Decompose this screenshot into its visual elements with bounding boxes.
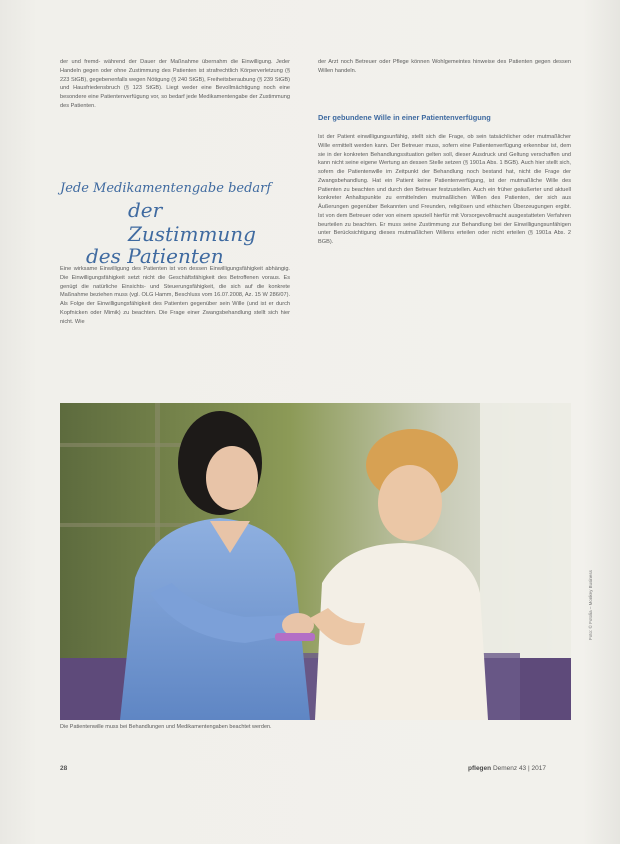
- photo-illustration: [60, 403, 571, 720]
- pull-quote-line-2: der Zustimmung: [128, 198, 256, 246]
- article-text-left-bottom: [60, 265, 290, 326]
- page-number: 28: [60, 765, 68, 772]
- pull-quote: [60, 181, 290, 268]
- footer-brand: pflegen: [468, 765, 492, 772]
- article-photo: [60, 403, 571, 720]
- section-subheading: Der gebundene Wille in einer Patientenverfügung: [318, 113, 491, 122]
- paragraph: der Arzt noch Betreuer oder Pflege können Wohlgemeintes hinweise des Patienten gegen dessen Willen handeln.: [318, 59, 571, 74]
- photo-caption: Die Patientenwille muss bei Behandlungen und Medikamentengaben beachtet werden.: [60, 724, 272, 730]
- footer-issue: Demenz 43 | 2017: [492, 765, 546, 772]
- pull-quote-line-3: des Patienten: [86, 244, 224, 268]
- article-text-right-main: [318, 133, 571, 247]
- article-text-right-top: [318, 58, 571, 76]
- photo-credit: Foto: © Fotolia – Monkey Business: [588, 570, 593, 640]
- paragraph: Eine wirksame Einwilligung des Patienten ist von dessen Einwilligungsfähigkeit abhängig. Die Einwilligungsfähigkeit setzt nicht die Geschäftsfähigkeit des Betroffenen voraus. Es genügt die natürliche Einsichts- und Steuerungsfähigkeit, die sich auf die konkrete Maßnahme beziehen muss (vgl. OLG Hamm, Beschluss vom 16.07.2008, Az. 15 W 286/07). Als Folge der Einwilligungsfähigkeit des Patienten gegenüber sein Wille (und ist er durch Kopfnicken oder Mimik) zu beachten. Die Frage einer Zwangsbehandlung stellt sich hier nicht. Wie: [60, 266, 290, 325]
- paragraph: der und fremd- während der Dauer der Maßnahme übernahm die Einwilligung. Jeder Handeln gegen oder ohne Zustimmung des Patienten ist strafrechtlich Körperverletzung (§ 223 StGB), gegebenenfalls wegen Nötigung (§ 240 StGB), Freiheitsberaubung (§ 239 StGB) und Hausfriedensbruch (§ 123 StGB). Liegt weder eine Bevollmächtigung noch eine besondere eine Patientenverfügung vor, so bedarf jede Medikamentengabe der Zustimmung des Patienten.: [60, 59, 290, 109]
- article-text-left-top: [60, 58, 290, 111]
- footer: [468, 765, 546, 772]
- pull-quote-line-1: Jede Medikamentengabe bedarf: [60, 181, 272, 196]
- paragraph: Ist der Patient einwilligungsunfähig, stellt sich die Frage, ob sein tatsächlicher oder mutmaßlicher Wille ermittelt werden kann. Der Betreuer muss, sofern eine Patientenverfügung erkennbar ist, dem sie in der konkreten Behandlungssituation gelten soll, dieser Ausdruck und Geltung verschaffen und kann nicht seine eigene Wertung an dessen Stelle setzen (§ 1901a Abs. 1 BGB). Auch hier stellt sich, sofern die Patientenwille im Zeitpunkt der Behandlung noch bestand hat, nicht die Frage der Zwangsbehandlung. Hat ein Patient keine Patientenverfügung, ist der mutmaßliche Wille des Patienten zu beachten und durch den Betreuer festzustellen. Auch ein früher geäußerter und aktuell konkreter Anhaltspunkte zu ermittelnden mutmaßlichen Willen des Patienten, der sich aus Äußerungen gegenüber Bekannten und Freunden, religiösen und ethischen Überzeugungen ergibt. Ist von dem Betreuer oder von einem speziell hierfür mit Vorsorgevollmacht ausgestatteten Verfahren beurteilen zu beachten. Er muss seine Zustimmung zur Behandlung bei der Einwilligungsunfähigen unter Berücksichtigung dieses mutmaßlichen Willens erteilen oder nicht erteilen (§ 1901a Abs. 2 BGB).: [318, 134, 571, 245]
